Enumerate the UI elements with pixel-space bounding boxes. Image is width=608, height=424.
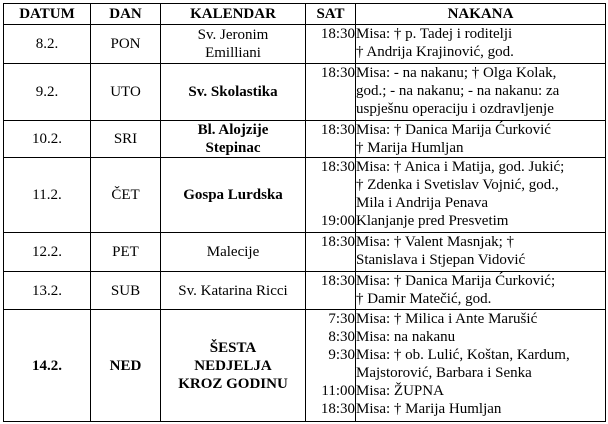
nakana-line: Misa: † ob. Lulić, Koštan, Kardum, (356, 347, 570, 363)
mass-time: 9:30 (328, 347, 355, 363)
kalendar-line: Sv. Skolastika (188, 84, 278, 100)
row-dan: SRI (91, 121, 161, 158)
nakana-line: † Andrija Krajinović, god. (356, 44, 514, 60)
mass-time: 18:30 (320, 122, 355, 138)
row-datum: 10.2. (4, 121, 91, 158)
row-datum: 9.2. (4, 64, 91, 121)
nakana-line: Misa: † Anica i Matija, god. Jukić; (356, 159, 565, 175)
nakana-line: † Marija Humljan (356, 140, 464, 156)
row-nakana (356, 25, 606, 64)
row-datum: 14.2. (4, 310, 91, 422)
mass-time: 18:30 (320, 26, 355, 42)
mass-time: 18:30 (320, 273, 355, 289)
row-times (306, 121, 356, 158)
row-times (306, 310, 356, 422)
kalendar-line: Bl. Alojzije (197, 122, 269, 138)
mass-time: 18:30 (320, 401, 355, 417)
table-row (4, 310, 606, 422)
row-nakana (356, 121, 606, 158)
nakana-line: Misa: † Milica i Ante Marušić (356, 311, 538, 327)
row-dan: UTO (91, 64, 161, 121)
header-sat: SAT (306, 4, 356, 25)
row-dan: NED (91, 310, 161, 422)
nakana-line: Misa: † p. Tadej i roditelji (356, 26, 513, 42)
row-datum: 12.2. (4, 233, 91, 272)
time-spacer (306, 194, 355, 212)
row-nakana (356, 158, 606, 233)
row-dan: SUB (91, 272, 161, 310)
mass-time: 19:00 (320, 213, 355, 229)
nakana-line: Stanislava i Stjepan Vidović (356, 252, 526, 268)
nakana-line: Misa: † Marija Humljan (356, 401, 502, 417)
row-times (306, 64, 356, 121)
row-times (306, 25, 356, 64)
header-kalendar: KALENDAR (161, 4, 306, 25)
nakana-line: god.; - na nakanu; - na nakanu: za (356, 83, 560, 99)
row-kalendar (161, 272, 306, 310)
row-kalendar (161, 121, 306, 158)
kalendar-line: Emilliani (205, 45, 261, 61)
time-spacer (306, 364, 355, 382)
table-row (4, 158, 606, 233)
header-row (4, 4, 606, 25)
kalendar-line: NEDJELJA (194, 357, 272, 374)
kalendar-line: Sv. Jeronim (197, 27, 269, 43)
table-row (4, 233, 606, 272)
nakana-line: Mila i Andrija Penava (356, 195, 489, 211)
row-dan: ČET (91, 158, 161, 233)
header-dan: DAN (91, 4, 161, 25)
kalendar-line: Gospa Lurdska (183, 187, 283, 203)
kalendar-line: ŠESTA (209, 339, 257, 356)
row-nakana (356, 233, 606, 272)
row-kalendar (161, 233, 306, 272)
header-datum: DATUM (4, 4, 91, 25)
row-nakana (356, 64, 606, 121)
kalendar-line: Malecije (206, 244, 260, 260)
mass-time: 7:30 (328, 311, 355, 327)
row-times (306, 233, 356, 272)
mass-time: 18:30 (320, 234, 355, 250)
row-dan: PON (91, 25, 161, 64)
row-dan: PET (91, 233, 161, 272)
table-row (4, 25, 606, 64)
nakana-line: † Damir Matečić, god. (356, 291, 492, 307)
nakana-line: Misa: † Danica Marija Ćurković; (356, 273, 556, 289)
time-spacer (306, 176, 355, 194)
nakana-line: Misa: na nakanu (356, 329, 456, 345)
row-times (306, 158, 356, 233)
nakana-line: † Zdenka i Svetislav Vojnić, god., (356, 177, 559, 193)
row-kalendar (161, 64, 306, 121)
kalendar-line: Stepinac (205, 140, 261, 156)
mass-time: 18:30 (320, 159, 355, 175)
table-row (4, 64, 606, 121)
table-row (4, 121, 606, 158)
row-kalendar (161, 158, 306, 233)
row-nakana (356, 310, 606, 422)
nakana-line: Misa: - na nakanu; † Olga Kolak, (356, 65, 557, 81)
row-kalendar (161, 310, 306, 422)
table-row (4, 272, 606, 310)
mass-time: 8:30 (328, 329, 355, 345)
mass-time: 18:30 (320, 65, 355, 81)
row-datum: 8.2. (4, 25, 91, 64)
row-nakana (356, 272, 606, 310)
nakana-line: uspješnu operaciju i ozdravljenje (356, 101, 554, 117)
mass-schedule-table (3, 3, 606, 422)
row-datum: 13.2. (4, 272, 91, 310)
nakana-line: Majstorović, Barbara i Senka (356, 365, 532, 381)
row-times (306, 272, 356, 310)
row-datum: 11.2. (4, 158, 91, 233)
row-kalendar (161, 25, 306, 64)
nakana-line: Misa: † Danica Marija Ćurković (356, 122, 551, 138)
kalendar-line: Sv. Katarina Ricci (178, 282, 288, 299)
mass-time: 11:00 (321, 383, 355, 399)
header-nakana: NAKANA (356, 4, 606, 25)
nakana-line: Misa: ŽUPNA (356, 383, 444, 399)
nakana-line: Klanjanje pred Presvetim (356, 213, 509, 229)
kalendar-line: KROZ GODINU (178, 375, 288, 392)
nakana-line: Misa: † Valent Masnjak; † (356, 234, 515, 250)
